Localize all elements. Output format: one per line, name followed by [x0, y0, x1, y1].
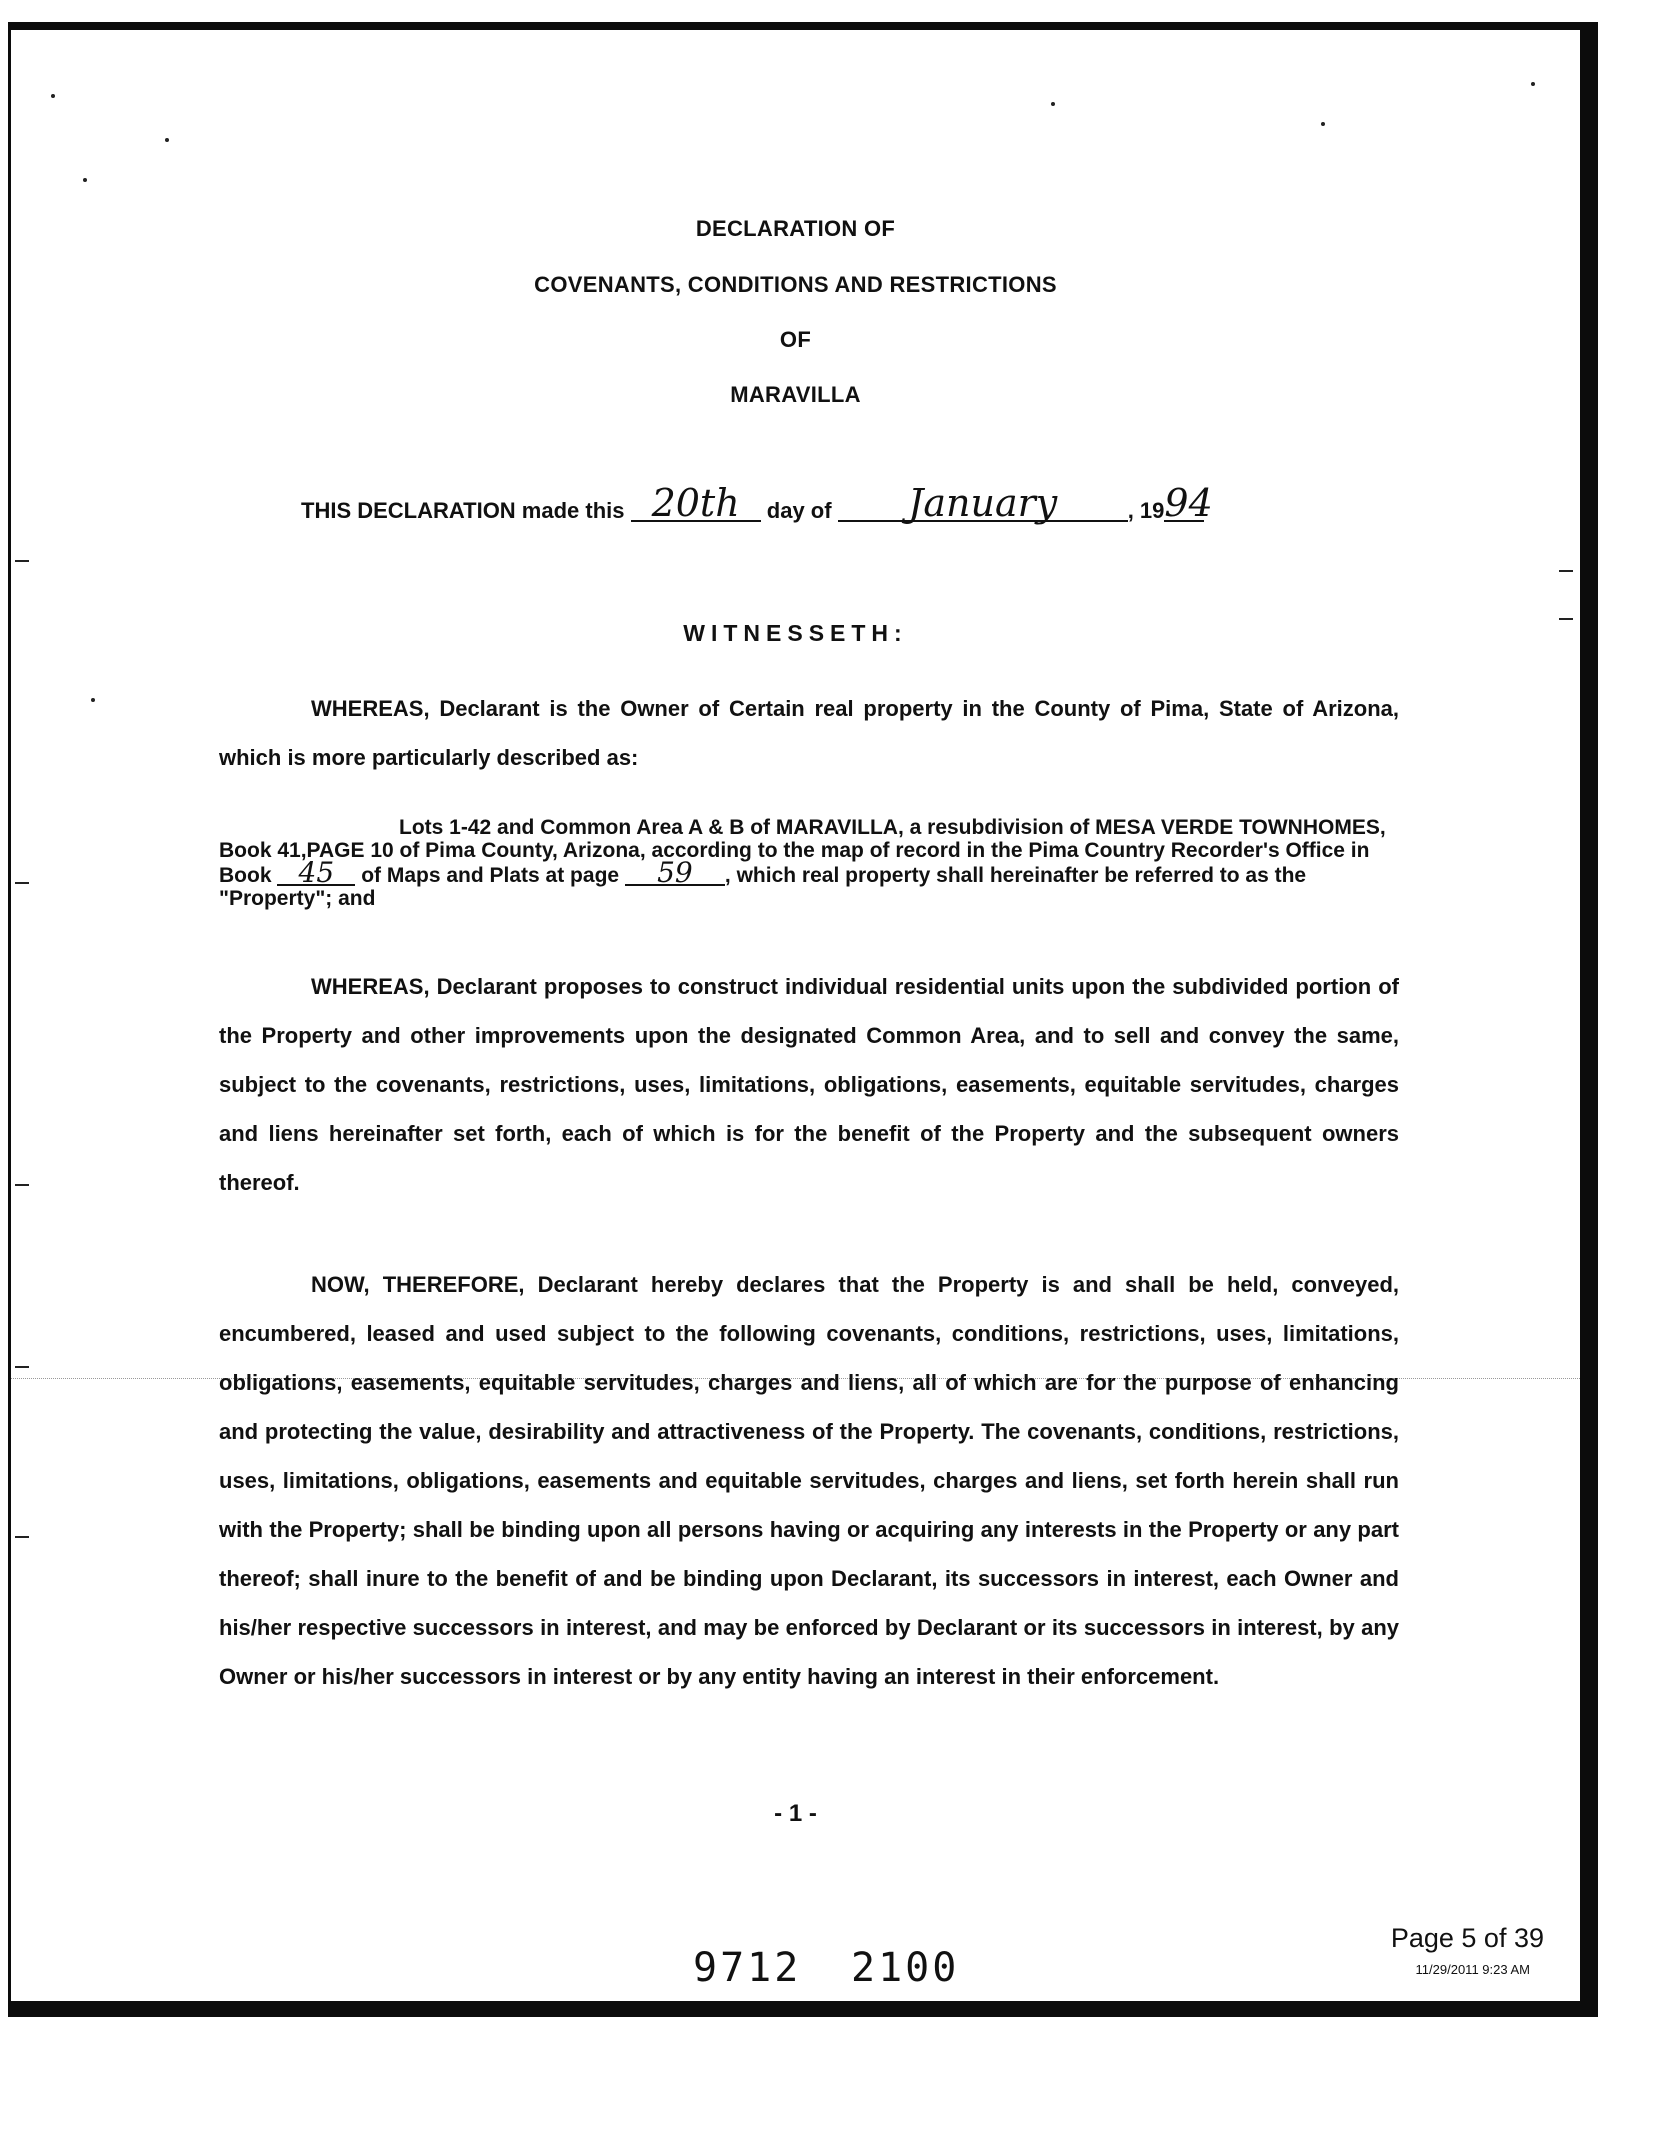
legal-description	[219, 816, 1399, 910]
handwritten-day: 20th	[631, 486, 761, 522]
scan-edge-mark	[1559, 570, 1573, 572]
scan-speck	[1051, 102, 1055, 106]
date-line-middle: day of	[766, 498, 832, 523]
handwritten-book-number: 45	[277, 862, 355, 886]
scan-edge-mark	[15, 1366, 29, 1368]
handwritten-month: January	[838, 486, 1128, 522]
scan-speck	[83, 178, 87, 182]
legal-part-2: of Maps and Plats at page	[361, 864, 620, 887]
scan-speck	[1321, 122, 1325, 126]
title-line-4: MARAVILLA	[730, 382, 861, 407]
scan-speck	[51, 94, 55, 98]
scan-edge-mark	[15, 1184, 29, 1186]
page-of-indicator: Page 5 of 39	[1390, 1923, 1544, 1953]
scan-speck	[165, 138, 169, 142]
scan-edge-mark	[15, 1536, 29, 1538]
scan-edge-mark	[15, 560, 29, 562]
title-line-2: COVENANTS, CONDITIONS AND RESTRICTIONS	[534, 272, 1057, 297]
scan-edge-mark	[15, 882, 29, 884]
date-line-prefix: THIS DECLARATION made this	[301, 498, 625, 523]
legal-part-1: Lots 1-42 and Common Area A & B of MARAVILLA, a resubdivision of MESA VERDE TOWNHOMES, Book 41,PAGE 10 of Pima County, Arizona, according to the map of record in the Pima Country Recorder's Office in Book	[219, 816, 1386, 887]
scan-speck	[91, 698, 95, 702]
recording-docket-stamp: 9712	[693, 1945, 802, 1991]
scan-edge-mark	[1559, 618, 1573, 620]
title-line-1: DECLARATION OF	[695, 216, 896, 241]
scan-speck	[1531, 82, 1535, 86]
handwritten-page-number: 59	[625, 862, 725, 886]
whereas-paragraph-1: WHEREAS, Declarant is the Owner of Certain real property in the County of Pima, State of Arizona, which is more particularly described as:	[219, 696, 1399, 770]
page-number: - 1 -	[774, 1800, 817, 1827]
handwritten-year: 94	[1164, 481, 1213, 525]
whereas-paragraph-2: WHEREAS, Declarant proposes to construct individual residential units upon the subdivided portion of the Property and other improvements upon the designated Common Area, and to sell and convey the same, subject to the covenants, restrictions, uses, limitations, obligations, easements, equitable servitudes, charges and liens hereinafter set forth, each of which is for the benefit of the Property and the subsequent owners thereof.	[219, 974, 1399, 1195]
recording-page-stamp: 2100	[851, 1945, 960, 1991]
date-line-year-prefix: , 19	[1127, 498, 1165, 523]
now-therefore-paragraph: NOW, THEREFORE, Declarant hereby declares that the Property is and shall be held, conveyed, encumbered, leased and used subject to the following covenants, conditions, restrictions, uses, limitations, obligations, easements, equitable servitudes, charges and liens, all of which are for the purpose of enhancing and protecting the value, desirability and attractiveness of the Property. The covenants, conditions, restrictions, uses, limitations, obligations, easements and equitable servitudes, charges and liens, set forth herein shall run with the Property; shall be binding upon all persons having or acquiring any interests in the Property or any part thereof; shall inure to the benefit of and be binding upon Declarant, its successors in interest, each Owner and his/her respective successors in interest, and may be enforced by Declarant or its successors in interest, by any Owner or his/her successors in interest or by any entity having an interest in their enforcement.	[219, 1272, 1399, 1689]
declaration-date-line	[301, 481, 1213, 525]
witnesseth-heading: WITNESSETH:	[683, 620, 908, 646]
title-line-3: OF	[779, 327, 812, 352]
legal-part-3: , which real property shall hereinafter be referred to as the "Property"; and	[219, 864, 1307, 910]
document-page	[11, 30, 1580, 2001]
scanned-page-frame	[8, 22, 1598, 2017]
print-timestamp: 11/29/2011 9:23 AM	[1415, 1962, 1530, 1977]
